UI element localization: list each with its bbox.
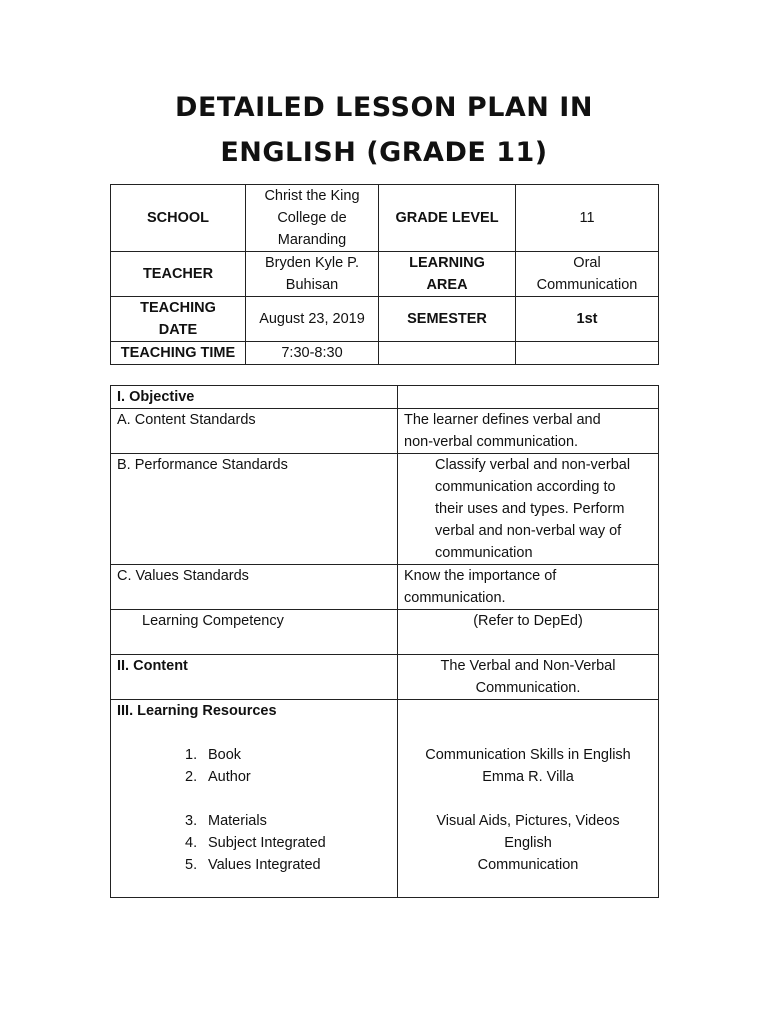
text-line: communication according to [435, 479, 616, 495]
teacher-label: TEACHER [111, 252, 246, 297]
lesson-plan-table [110, 385, 659, 898]
resource-value: Visual Aids, Pictures, Videos [436, 813, 620, 829]
item-number: 4. [185, 835, 198, 851]
document-title-line-2: ENGLISH (GRADE 11) [220, 137, 548, 168]
text-line: verbal and non-verbal way of [435, 523, 622, 539]
school-line: College de [277, 210, 347, 226]
content-standards-label: A. Content Standards [111, 409, 398, 454]
performance-standards-label: B. Performance Standards [111, 454, 398, 565]
learning-area-label-line: LEARNING [409, 255, 485, 271]
item-label: Subject Integrated [208, 835, 326, 851]
teacher-value [246, 252, 379, 297]
resources-heading: III. Learning Resources [117, 703, 277, 719]
teacher-line: Bryden Kyle P. [264, 255, 360, 271]
grade-level-label: GRADE LEVEL [379, 185, 516, 252]
item-label: Materials [208, 813, 267, 829]
text-line: their uses and types. Perform [435, 501, 625, 517]
resource-value: Communication [477, 857, 579, 873]
text-line: The learner defines verbal and [404, 412, 601, 428]
content-heading: II. Content [111, 655, 398, 700]
teaching-time-label: TEACHING TIME [111, 342, 246, 365]
teaching-date-label-line: DATE [158, 322, 198, 338]
resource-item [117, 854, 391, 876]
item-label: Author [208, 769, 251, 785]
header-info-table [110, 184, 659, 365]
objective-heading: I. Objective [111, 386, 398, 409]
resource-item [117, 810, 391, 832]
empty-cell [379, 342, 516, 365]
item-label: Book [208, 747, 242, 763]
learning-competency-value: (Refer to DepEd) [398, 610, 659, 655]
empty-cell [398, 386, 659, 409]
text-line: Classify verbal and non-verbal [435, 457, 631, 473]
empty-cell [516, 342, 659, 365]
resource-value: English [504, 835, 552, 851]
item-number: 1. [185, 747, 198, 763]
teaching-time-value: 7:30-8:30 [246, 342, 379, 365]
text-line: communication [435, 545, 533, 561]
teacher-line: Buhisan [285, 277, 339, 293]
resource-item [117, 744, 391, 766]
learning-area-line: Oral [573, 255, 601, 271]
learning-area-line: Communication [536, 277, 638, 293]
teaching-date-label [111, 297, 246, 342]
values-standards-label: C. Values Standards [111, 565, 398, 610]
semester-value: 1st [516, 297, 659, 342]
resource-value: Emma R. Villa [482, 769, 574, 785]
school-value [246, 185, 379, 252]
resource-value: Communication Skills in English [425, 747, 631, 763]
teaching-date-label-line: TEACHING [140, 300, 216, 316]
text-line: Communication. [475, 680, 581, 696]
text-line: communication. [404, 590, 506, 606]
teaching-date-value: August 23, 2019 [246, 297, 379, 342]
resource-item [117, 832, 391, 854]
content-value [398, 655, 659, 700]
school-label: SCHOOL [111, 185, 246, 252]
values-standards-value [398, 565, 659, 610]
school-line: Christ the King [264, 188, 360, 204]
learning-area-label-line: AREA [426, 277, 468, 293]
learning-area-label [379, 252, 516, 297]
resource-item [117, 766, 391, 788]
resources-labels [111, 700, 398, 898]
text-line: Know the importance of [404, 568, 557, 584]
item-number: 5. [185, 857, 198, 873]
content-standards-value [398, 409, 659, 454]
grade-level-value: 11 [516, 185, 659, 252]
item-number: 2. [185, 769, 198, 785]
semester-label: SEMESTER [379, 297, 516, 342]
text-line: The Verbal and Non-Verbal [440, 658, 616, 674]
school-line: Maranding [277, 232, 347, 248]
item-number: 3. [185, 813, 198, 829]
resources-values [398, 700, 659, 898]
learning-competency-label: Learning Competency [111, 610, 398, 655]
item-label: Values Integrated [208, 857, 321, 873]
performance-standards-value [398, 454, 659, 565]
learning-area-value [516, 252, 659, 297]
document-title-line-1: DETAILED LESSON PLAN IN [175, 92, 593, 123]
text-line: non-verbal communication. [404, 434, 579, 450]
